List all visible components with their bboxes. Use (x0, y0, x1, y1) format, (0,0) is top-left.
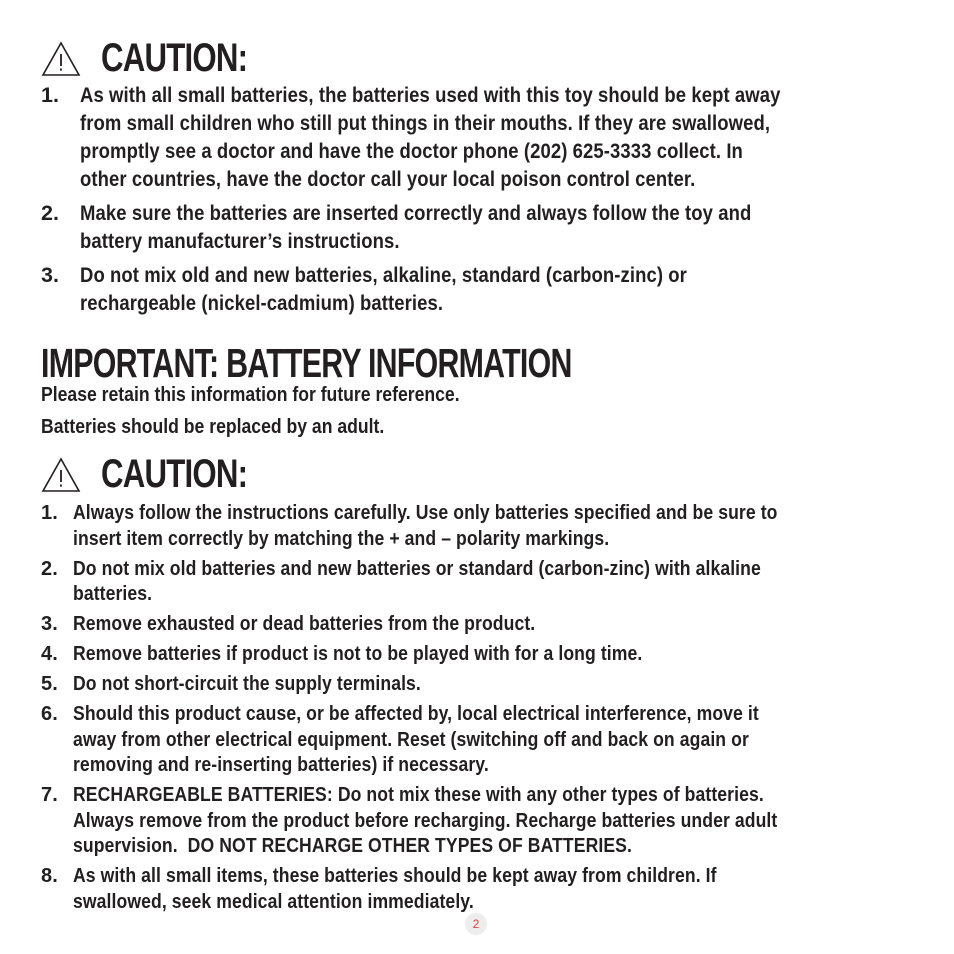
list-item (41, 199, 921, 255)
list-item (41, 702, 921, 779)
caution-heading-1 (41, 36, 289, 81)
item-number: 8. (41, 865, 58, 887)
caution-heading-2 (41, 452, 289, 497)
list-item (41, 261, 921, 317)
list-item (41, 672, 921, 698)
item-number: 1. (41, 83, 60, 107)
item-number: 7. (41, 784, 58, 806)
adult-replace-text: Batteries should be replaced by an adult. (41, 416, 385, 438)
warning-triangle-icon (41, 457, 81, 493)
caution-list-2 (41, 501, 921, 920)
item-text: RECHARGEABLE BATTERIES: Do not mix these with any other types of batteries. Always remove from the product before recharging. Recharge batteries under adult supervision. DO NOT RECHARGE OTHER TYPES OF BATTERIES. (73, 784, 778, 857)
item-text: Do not mix old and new batteries, alkaline, standard (carbon-zinc) or rechargeable (nickel-cadmium) batteries. (80, 263, 687, 315)
item-number: 2. (41, 201, 60, 225)
item-text: As with all small batteries, the batteries used with this toy should be kept away from small children who still put things in their mouths. If they are swallowed, promptly see a doctor and have the doctor phone (202) 625-3333 collect. In other countries, have the doctor call your local poison control center. (80, 83, 781, 191)
list-item (41, 642, 921, 668)
list-item (41, 557, 921, 608)
item-text: Make sure the batteries are inserted correctly and always follow the toy and battery manufacturer’s instructions. (80, 201, 752, 253)
item-text: Do not mix old batteries and new batteries or standard (carbon-zinc) with alkaline batteries. (73, 557, 761, 605)
item-text: Do not short-circuit the supply terminals. (73, 673, 421, 695)
retain-info-text: Please retain this information for future reference. (41, 384, 460, 406)
list-item (41, 783, 921, 860)
warning-triangle-icon (41, 41, 81, 77)
item-number: 4. (41, 643, 58, 665)
item-number: 3. (41, 613, 58, 635)
list-item (41, 501, 921, 552)
item-number: 6. (41, 703, 58, 725)
item-text: Should this product cause, or be affected by, local electrical interference, move it away from other electrical equipment. Reset (switching off and back on again or removing and re-inserting batteries) if necessary. (73, 703, 759, 776)
caution-list-1 (41, 81, 921, 323)
important-heading: IMPORTANT: BATTERY INFORMATION (41, 340, 572, 386)
page-number: 2 (465, 913, 487, 935)
item-number: 3. (41, 263, 60, 287)
item-number: 1. (41, 502, 58, 524)
list-item (41, 81, 921, 193)
item-text: Remove batteries if product is not to be played with for a long time. (73, 643, 643, 665)
item-text: Always follow the instructions carefully. Use only batteries specified and be sure to insert item correctly by matching the + and – polarity markings. (73, 502, 778, 550)
list-item (41, 864, 921, 915)
list-item (41, 612, 921, 638)
item-number: 2. (41, 557, 58, 580)
item-text: Remove exhausted or dead batteries from the product. (73, 613, 536, 635)
caution-title-2: CAUTION: (101, 452, 248, 496)
caution-title-1: CAUTION: (101, 36, 248, 80)
item-text: As with all small items, these batteries should be kept away from children. If swallowed, seek medical attention immediately. (73, 865, 717, 913)
item-number: 5. (41, 673, 58, 695)
